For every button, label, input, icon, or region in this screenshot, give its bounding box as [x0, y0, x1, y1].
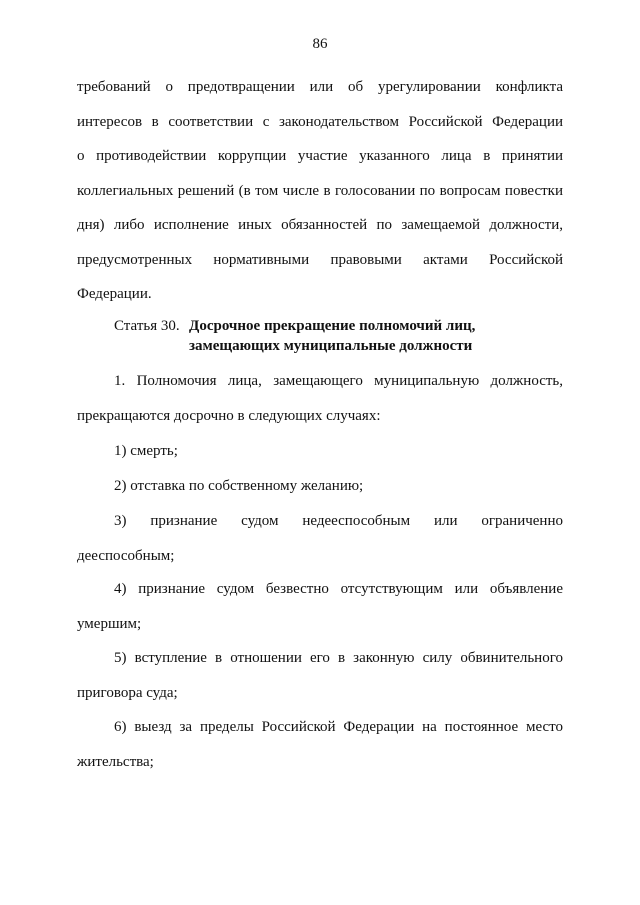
clause-line: 1. Полномочия лица, замещающего муниципальную должность, — [114, 373, 563, 389]
sub-item-6 — [77, 710, 563, 779]
sub-item-line: умершим; — [77, 615, 142, 632]
clause-1 — [77, 364, 563, 433]
paragraph-line: коллегиальных решений (в том числе в голосовании по вопросам повестки — [77, 182, 563, 199]
sub-item-5 — [77, 641, 563, 710]
sub-item-2 — [77, 469, 563, 504]
paragraph-line: требований о предотвращении или об урегулировании конфликта — [77, 79, 563, 95]
paragraph-line: интересов в соответствии с законодательством Российской Федерации — [77, 113, 563, 130]
sub-item-line: 1) смерть; — [114, 443, 178, 459]
sub-item-3 — [77, 504, 563, 573]
continuation-paragraph — [77, 70, 563, 312]
sub-item-line: жительства; — [77, 753, 154, 770]
sub-item-line: 2) отставка по собственному желанию; — [114, 478, 364, 494]
paragraph-line: дня) либо исполнение иных обязанностей по замещаемой должности, — [77, 217, 563, 233]
sub-item-4 — [77, 572, 563, 641]
article-title-line-2: замещающих муниципальные должности — [189, 338, 473, 354]
sub-item-line: приговора суда; — [77, 684, 178, 701]
sub-item-line: 3) признание судом недееспособным или ограниченно — [114, 513, 563, 529]
paragraph-line: о противодействии коррупции участие указанного лица в принятии — [77, 148, 563, 164]
sub-item-line: 6) выезд за пределы Российской Федерации на постоянное место — [114, 719, 563, 735]
article-label: Статья 30. — [114, 318, 180, 334]
paragraph-line: Федерации. — [77, 286, 152, 302]
sub-item-line: 5) вступление в отношении его в законную силу обвинительного — [114, 650, 563, 666]
sub-item-line: дееспособным; — [77, 547, 175, 564]
sub-item-1 — [77, 434, 563, 469]
page-number: 86 — [312, 36, 328, 52]
article-heading — [114, 316, 475, 356]
paragraph-line: предусмотренных нормативными правовыми актами Российской — [77, 251, 563, 268]
article-title-line-1: Досрочное прекращение полномочий лиц, — [189, 318, 476, 334]
clause-line: прекращаются досрочно в следующих случаях: — [77, 407, 381, 424]
sub-item-line: 4) признание судом безвестно отсутствующим или объявление — [114, 581, 563, 597]
